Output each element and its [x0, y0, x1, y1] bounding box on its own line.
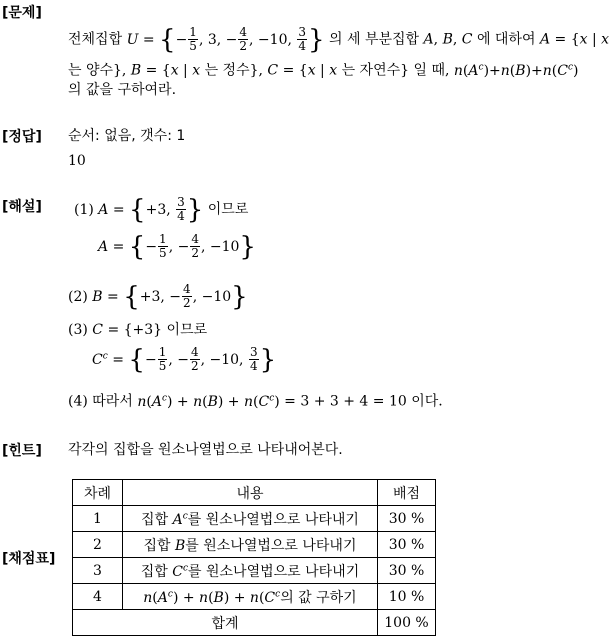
rubric-row-score: 30 % — [378, 558, 436, 584]
rubric-row-score: 30 % — [378, 532, 436, 558]
rubric-content-math: $C^c$ — [172, 562, 189, 580]
rubric-header-row — [73, 480, 436, 506]
step2-expr: (2) B = {+3, − $\frac{4}{2}$ , −10} — [68, 281, 248, 312]
problem-text-regarding: 에 대하여 — [476, 31, 536, 48]
rubric-header-content: 내용 — [123, 480, 378, 506]
rubric-total-row — [73, 610, 436, 636]
rubric-content-math: $A^c$ — [172, 510, 188, 528]
solution-step-3 — [68, 320, 207, 340]
rubric-row-score: 10 % — [378, 584, 436, 610]
rubric-row-no: 3 — [73, 558, 123, 584]
table-row — [73, 532, 436, 558]
set-b-def: B = {x | x — [130, 62, 201, 79]
target-expression: $n(A^c)+n(B)+n(C^c)$ — [453, 62, 579, 79]
rubric-total-label: 합계 — [73, 610, 378, 636]
rubric-row-content — [123, 532, 378, 558]
step3-suffix: 이므로 — [166, 322, 208, 338]
rubric-content-prefix: 집합 — [143, 537, 171, 554]
rubric-content-prefix: 집합 — [141, 511, 169, 528]
problem-line-3: 의 값을 구하여라. — [68, 82, 177, 98]
rubric-table — [72, 479, 436, 636]
answer-value: 10 — [68, 153, 86, 169]
step4-rhs: = 3 + 3 + 4 = 10 — [284, 393, 407, 410]
step3-expr: (3) C = {+3} — [68, 322, 163, 338]
rubric-content-suffix: 를 원소나열법으로 나타내기 — [187, 511, 359, 528]
rubric-content-prefix: 집합 — [140, 563, 168, 580]
hint-label: [힌트] — [2, 443, 42, 459]
rubric-row-score: 30 % — [378, 506, 436, 532]
answer-label: [정답] — [2, 129, 42, 145]
rubric-row-no: 2 — [73, 532, 123, 558]
solution-step-1-complement — [98, 233, 256, 260]
solution-label: [해설] — [2, 199, 42, 215]
step4-lhs: $n(A^c) + n(B) + n(C^c)$ — [137, 393, 280, 410]
solution-step-2 — [68, 283, 248, 310]
step1-suffix: 이므로 — [207, 201, 249, 218]
solution-step-3-complement — [92, 346, 276, 373]
table-row — [73, 558, 436, 584]
rubric-label: [채점표] — [2, 551, 56, 567]
rubric-header-score: 배점 — [378, 480, 436, 506]
rubric-row-content — [123, 584, 378, 610]
rubric-content-math: B — [175, 537, 186, 554]
set-c-def: C = {x | x — [267, 62, 338, 79]
set-a-def-start: A = {x | x — [539, 31, 609, 48]
problem-text-natural: 는 자연수} 일 때, — [341, 62, 450, 79]
step1-expr: (1) A = {+3, $\frac{3}{4}$ } — [74, 194, 204, 225]
rubric-row-no: 1 — [73, 506, 123, 532]
rubric-content-suffix: 를 원소나열법으로 나타내기 — [185, 537, 357, 554]
problem-text-subsets: 의 세 부분집합 — [329, 31, 420, 48]
rubric-content-math: $n(A^c) + n(B) + n(C^c$ — [143, 588, 281, 606]
step1-complement-expr: A = {− $\frac{1}{5}$ , − $\frac{4}{2}$ , −10} — [98, 231, 256, 262]
rubric-header-order: 차례 — [73, 480, 123, 506]
universal-set-expr: U = {− $\frac{1}{5}$ , 3, − $\frac{4}{2}$ , −10, $\frac{3}{4}$ } — [126, 24, 325, 55]
rubric-total-score: 100 % — [378, 610, 436, 636]
rubric-row-content — [123, 506, 378, 532]
step4-suffix: 이다. — [411, 393, 443, 410]
step3-complement-expr: $C^c$ = {− $\frac{1}{5}$ , − $\frac{4}{2}$ , −10, $\frac{3}{4}$ } — [92, 344, 277, 375]
answer-meta: 순서: 없음, 갯수: 1 — [68, 128, 186, 144]
rubric-row-no: 4 — [73, 584, 123, 610]
rubric-content-suffix: 를 원소나열법으로 나타내기 — [188, 563, 360, 580]
problem-line-2 — [68, 57, 579, 81]
rubric-content-suffix: 의 값 구하기 — [280, 589, 357, 606]
subset-names: A, B, C — [423, 31, 473, 48]
problem-text-positive: 는 양수}, — [68, 62, 127, 79]
problem-text-integer: 는 정수}, — [204, 62, 263, 79]
table-row — [73, 584, 436, 610]
problem-label: [문제] — [2, 5, 42, 21]
rubric-row-content — [123, 558, 378, 584]
problem-text-universal: 전체집합 — [68, 31, 123, 48]
solution-step-1 — [74, 196, 248, 223]
problem-line-1 — [68, 26, 609, 53]
table-row — [73, 506, 436, 532]
hint-text: 각각의 집합을 원소나열법으로 나타내어본다. — [68, 442, 343, 458]
step4-prefix: (4) 따라서 — [68, 393, 133, 410]
solution-step-4 — [68, 388, 443, 412]
